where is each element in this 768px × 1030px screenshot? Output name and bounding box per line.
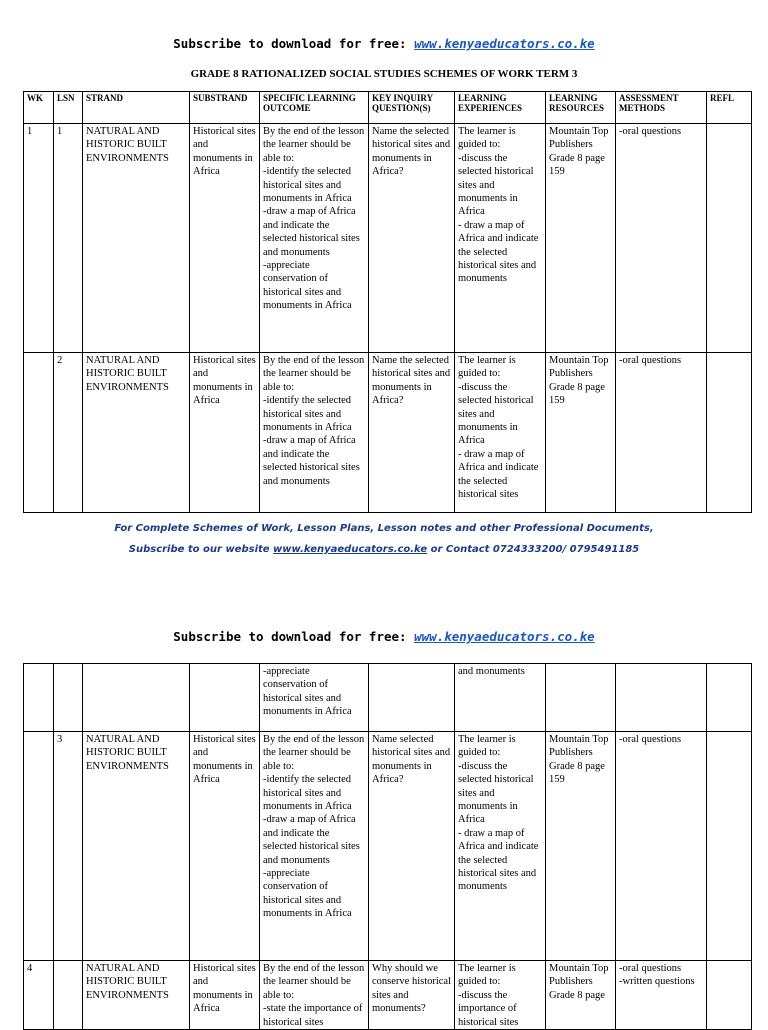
cell-experiences: The learner is guided to: -discuss the selected historical sites and monuments in Africa - draw a map of Africa and indicate the selected historical sites and monuments xyxy=(455,124,546,353)
cell-experiences: and monuments xyxy=(455,664,546,732)
cell-strand: NATURAL AND HISTORIC BUILT ENVIRONMENTS xyxy=(83,732,190,961)
cell-lsn xyxy=(54,664,83,732)
cell-outcome: By the end of the lesson the learner should be able to: -identify the selected historical sites and monuments in Africa -draw a map of Africa and indicate the selected historical sites and monuments -appreciate conservation of historical sites and monuments in Africa xyxy=(260,124,369,353)
cell-experiences: The learner is guided to: -discuss the importance of historical sites xyxy=(455,961,546,1030)
cell-substrand: Historical sites and monuments in Africa xyxy=(190,353,260,513)
cell-wk xyxy=(24,353,54,513)
cell-lsn xyxy=(54,961,83,1030)
subscribe-link[interactable]: www.kenyaeducators.co.ke xyxy=(414,629,595,644)
cell-refl xyxy=(707,353,752,513)
subscribe-text: Subscribe to download for free: xyxy=(173,629,415,644)
table-row xyxy=(24,664,752,732)
cell-strand: NATURAL AND HISTORIC BUILT ENVIRONMENTS xyxy=(83,124,190,353)
cell-resources: Mountain Top Publishers Grade 8 page 159 xyxy=(546,353,616,513)
header-lsn: LSN xyxy=(54,92,83,124)
subscribe-text: Subscribe to download for free: xyxy=(173,36,415,51)
footer-prefix: Subscribe to our website xyxy=(128,544,274,555)
header-question: KEY INQUIRY QUESTION(S) xyxy=(369,92,455,124)
cell-refl xyxy=(707,732,752,961)
footer-contact: or Contact 0724333200/ 0795491185 xyxy=(427,544,640,555)
table-row xyxy=(24,353,752,513)
cell-refl xyxy=(707,124,752,353)
header-resources: LEARNING RESOURCES xyxy=(546,92,616,124)
cell-assessment: -oral questions xyxy=(616,353,707,513)
header-substrand: SUBSTRAND xyxy=(190,92,260,124)
cell-outcome: By the end of the lesson the learner should be able to: -state the importance of historical sites xyxy=(260,961,369,1030)
cell-substrand: Historical sites and monuments in Africa xyxy=(190,124,260,353)
cell-lsn: 3 xyxy=(54,732,83,961)
header-strand: STRAND xyxy=(83,92,190,124)
header-refl: REFL xyxy=(707,92,752,124)
scheme-table-page-1 xyxy=(23,91,752,513)
subscribe-banner-2 xyxy=(0,629,768,644)
cell-substrand: Historical sites and monuments in Africa xyxy=(190,961,260,1030)
cell-experiences: The learner is guided to: -discuss the selected historical sites and monuments in Africa - draw a map of Africa and indicate the selected historical sites and monuments xyxy=(455,732,546,961)
subscribe-banner xyxy=(0,36,768,51)
cell-question xyxy=(369,664,455,732)
cell-wk xyxy=(24,732,54,961)
header-outcome: SPECIFIC LEARNING OUTCOME xyxy=(260,92,369,124)
subscribe-link[interactable]: www.kenyaeducators.co.ke xyxy=(414,36,595,51)
cell-wk: 1 xyxy=(24,124,54,353)
cell-wk: 4 xyxy=(24,961,54,1030)
cell-question: Name the selected historical sites and monuments in Africa? xyxy=(369,353,455,513)
footer-line-2 xyxy=(0,544,768,555)
cell-substrand xyxy=(190,664,260,732)
cell-experiences: The learner is guided to: -discuss the selected historical sites and monuments in Africa - draw a map of Africa and indicate the selected historical sites xyxy=(455,353,546,513)
cell-substrand: Historical sites and monuments in Africa xyxy=(190,732,260,961)
table-header-row xyxy=(24,92,752,124)
header-assessment: ASSESSMENT METHODS xyxy=(616,92,707,124)
header-wk: WK xyxy=(24,92,54,124)
header-experiences: LEARNING EXPERIENCES xyxy=(455,92,546,124)
cell-wk xyxy=(24,664,54,732)
table-row xyxy=(24,124,752,353)
cell-outcome: By the end of the lesson the learner should be able to: -identify the selected historical sites and monuments in Africa -draw a map of Africa and indicate the selected historical sites and monuments xyxy=(260,353,369,513)
document-title: GRADE 8 RATIONALIZED SOCIAL STUDIES SCHEMES OF WORK TERM 3 xyxy=(190,68,578,80)
table-row xyxy=(24,961,752,1030)
cell-question: Name selected historical sites and monuments in Africa? xyxy=(369,732,455,961)
footer-website-link[interactable]: www.kenyaeducators.co.ke xyxy=(273,544,428,555)
cell-resources: Mountain Top Publishers Grade 8 page xyxy=(546,961,616,1030)
cell-outcome: By the end of the lesson the learner should be able to: -identify the selected historical sites and monuments in Africa -draw a map of Africa and indicate the selected historical sites and monuments -appreciate conservation of historical sites and monuments in Africa xyxy=(260,732,369,961)
cell-outcome: -appreciate conservation of historical sites and monuments in Africa xyxy=(260,664,369,732)
cell-resources: Mountain Top Publishers Grade 8 page 159 xyxy=(546,732,616,961)
scheme-table-page-2 xyxy=(23,663,752,1030)
cell-assessment: -oral questions -written questions xyxy=(616,961,707,1030)
footer-line-1: For Complete Schemes of Work, Lesson Plans, Lesson notes and other Professional Documents, xyxy=(114,523,654,534)
cell-strand: NATURAL AND HISTORIC BUILT ENVIRONMENTS xyxy=(83,961,190,1030)
cell-strand: NATURAL AND HISTORIC BUILT ENVIRONMENTS xyxy=(83,353,190,513)
cell-refl xyxy=(707,961,752,1030)
cell-lsn: 2 xyxy=(54,353,83,513)
cell-resources xyxy=(546,664,616,732)
cell-question: Why should we conserve historical sites and monuments? xyxy=(369,961,455,1030)
cell-assessment: -oral questions xyxy=(616,732,707,961)
cell-lsn: 1 xyxy=(54,124,83,353)
cell-resources: Mountain Top Publishers Grade 8 page 159 xyxy=(546,124,616,353)
cell-refl xyxy=(707,664,752,732)
cell-question: Name the selected historical sites and monuments in Africa? xyxy=(369,124,455,353)
table-row xyxy=(24,732,752,961)
cell-assessment xyxy=(616,664,707,732)
cell-assessment: -oral questions xyxy=(616,124,707,353)
cell-strand xyxy=(83,664,190,732)
